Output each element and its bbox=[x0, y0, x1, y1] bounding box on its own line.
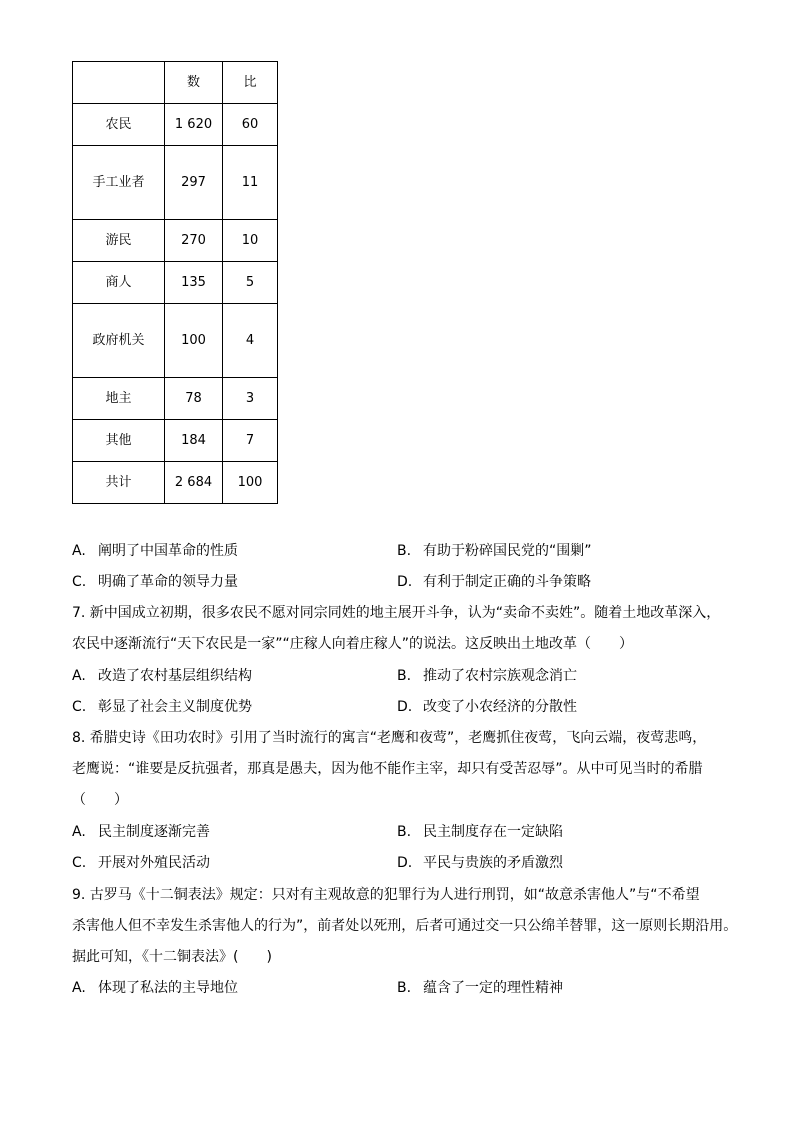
q8-option-d[interactable]: D. 平民与贵族的矛盾激烈 bbox=[397, 855, 563, 871]
table-cell: 100 bbox=[165, 304, 223, 378]
table-cell: 3 bbox=[223, 378, 278, 420]
table-header-row bbox=[73, 62, 278, 104]
q7-option-a[interactable]: A. 改造了农村基层组织结构 bbox=[72, 668, 252, 684]
q6-option-a[interactable]: A. 阐明了中国革命的性质 bbox=[72, 543, 238, 559]
table-cell: 其他 bbox=[73, 420, 165, 462]
q8-option-b[interactable]: B. 民主制度存在一定缺陷 bbox=[397, 824, 563, 840]
q8-option-a[interactable]: A. 民主制度逐渐完善 bbox=[72, 824, 210, 840]
table-row bbox=[73, 220, 278, 262]
occupation-table bbox=[72, 61, 278, 504]
table-row bbox=[73, 378, 278, 420]
table-cell: 5 bbox=[223, 262, 278, 304]
q7-stem-line: 7. 新中国成立初期，很多农民不愿对同宗同姓的地主展开斗争，认为“卖命不卖姓”。随着土地改革深入， bbox=[72, 605, 721, 621]
q6-option-b[interactable]: B. 有助于粉碎国民党的“围剿” bbox=[397, 543, 592, 559]
table-cell: 297 bbox=[165, 146, 223, 220]
q8-stem-line: （ ） bbox=[72, 792, 128, 808]
q7-option-c[interactable]: C. 彰显了社会主义制度优势 bbox=[72, 699, 252, 715]
table-header-cell bbox=[73, 62, 165, 104]
table-cell: 184 bbox=[165, 420, 223, 462]
table-cell: 78 bbox=[165, 378, 223, 420]
table-cell: 1 620 bbox=[165, 104, 223, 146]
q6-option-c[interactable]: C. 明确了革命的领导力量 bbox=[72, 574, 238, 590]
table-cell: 11 bbox=[223, 146, 278, 220]
table-cell: 游民 bbox=[73, 220, 165, 262]
table-header-cell: 比 bbox=[223, 62, 278, 104]
q8-option-c[interactable]: C. 开展对外殖民活动 bbox=[72, 855, 210, 871]
q8-stem-line: 8. 希腊史诗《田功农时》引用了当时流行的寓言“老鹰和夜莺”，老鹰抓住夜莺，飞向云端，夜莺悲鸣， bbox=[72, 730, 707, 746]
table-row bbox=[73, 262, 278, 304]
q6-option-d[interactable]: D. 有利于制定正确的斗争策略 bbox=[397, 574, 591, 590]
q9-option-a[interactable]: A. 体现了私法的主导地位 bbox=[72, 980, 238, 996]
table-cell: 共计 bbox=[73, 462, 165, 504]
table-cell: 7 bbox=[223, 420, 278, 462]
table-row bbox=[73, 104, 278, 146]
table-cell: 政府机关 bbox=[73, 304, 165, 378]
table-cell: 农民 bbox=[73, 104, 165, 146]
q7-option-d[interactable]: D. 改变了小农经济的分散性 bbox=[397, 699, 577, 715]
q9-option-b[interactable]: B. 蕴含了一定的理性精神 bbox=[397, 980, 563, 996]
q7-stem-line: 农民中逐渐流行“天下农民是一家”“庄稼人向着庄稼人”的说法。这反映出土地改革（ ） bbox=[72, 636, 634, 652]
table-cell: 手工业者 bbox=[73, 146, 165, 220]
table-row bbox=[73, 420, 278, 462]
q9-stem-line: 杀害他人但不幸发生杀害他人的行为”，前者处以死刑，后者可通过交一只公绵羊替罪，这一原则长期沿用。 bbox=[72, 918, 738, 934]
table-cell: 2 684 bbox=[165, 462, 223, 504]
table-cell: 270 bbox=[165, 220, 223, 262]
q9-stem-line: 据此可知，《十二铜表法》( ) bbox=[72, 949, 272, 965]
table-cell: 地主 bbox=[73, 378, 165, 420]
table-cell: 10 bbox=[223, 220, 278, 262]
q7-option-b[interactable]: B. 推动了农村宗族观念消亡 bbox=[397, 668, 577, 684]
table-cell: 100 bbox=[223, 462, 278, 504]
q9-stem-line: 9. 古罗马《十二铜表法》规定：只对有主观故意的犯罪行为人进行刑罚，如“故意杀害他人”与“不希望 bbox=[72, 887, 700, 903]
table-header-cell: 数 bbox=[165, 62, 223, 104]
table-cell: 商人 bbox=[73, 262, 165, 304]
table-row bbox=[73, 304, 278, 378]
table-cell: 60 bbox=[223, 104, 278, 146]
table-cell: 4 bbox=[223, 304, 278, 378]
table-row bbox=[73, 146, 278, 220]
q8-stem-line: 老鹰说：“谁要是反抗强者，那真是愚夫，因为他不能作主宰，却只有受苦忍辱”。从中可见当时的希腊 bbox=[72, 761, 703, 777]
table-row bbox=[73, 462, 278, 504]
table-cell: 135 bbox=[165, 262, 223, 304]
